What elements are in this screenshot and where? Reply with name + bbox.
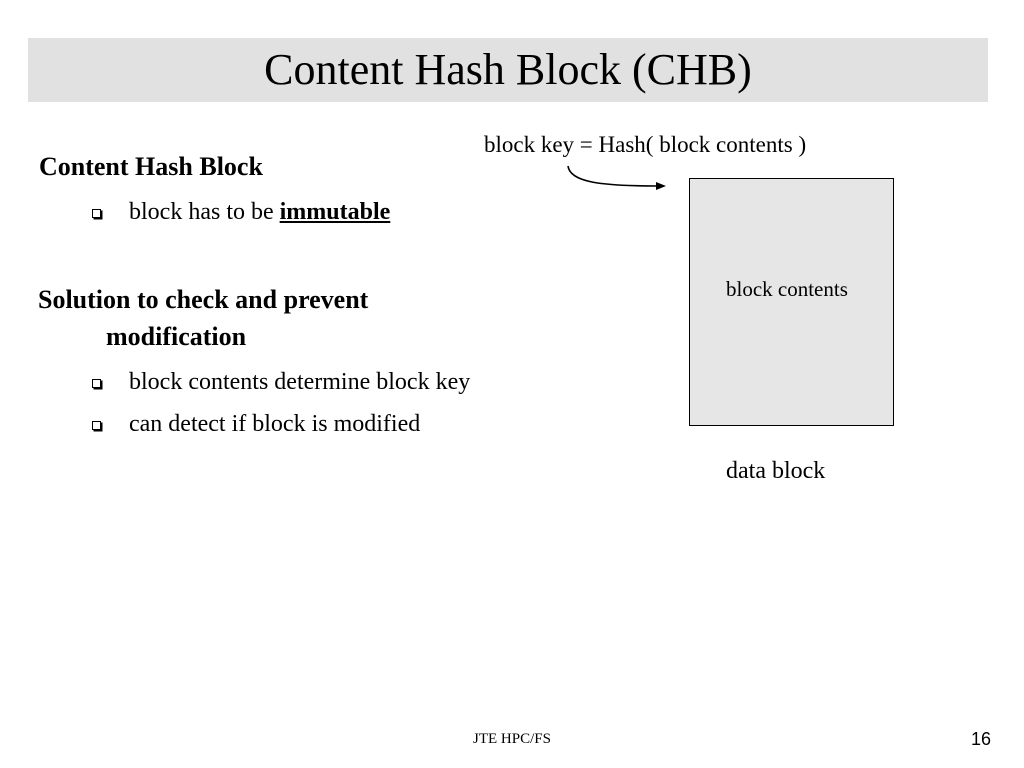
slide-title: Content Hash Block (CHB) xyxy=(264,45,752,94)
square-bullet-icon xyxy=(92,209,101,218)
title-bar xyxy=(28,38,988,102)
bullet-text: can detect if block is modified xyxy=(129,411,421,437)
section-heading-solution-line1: Solution to check and prevent xyxy=(38,285,369,314)
curved-arrow-icon xyxy=(560,162,680,202)
bullet-item-immutable xyxy=(92,197,390,227)
footer-text: JTE HPC/FS xyxy=(473,731,551,747)
bullet-text: block contents determine block key xyxy=(129,369,471,395)
bullet-emphasis: immutable xyxy=(279,199,391,225)
block-key-formula: block key = Hash( block contents ) xyxy=(484,132,807,157)
section-heading-chb: Content Hash Block xyxy=(39,152,263,181)
bullet-item-detect-modified xyxy=(92,409,420,439)
bullet-text: block has to be xyxy=(129,199,280,225)
bullet-item-determine-key xyxy=(92,367,470,397)
data-block-box xyxy=(689,178,894,426)
data-block-caption: data block xyxy=(726,458,826,484)
page-number: 16 xyxy=(970,729,991,749)
square-bullet-icon xyxy=(92,379,101,388)
section-heading-solution-line2: modification xyxy=(106,322,247,351)
block-contents-label: block contents xyxy=(726,277,848,301)
square-bullet-icon xyxy=(92,421,101,430)
